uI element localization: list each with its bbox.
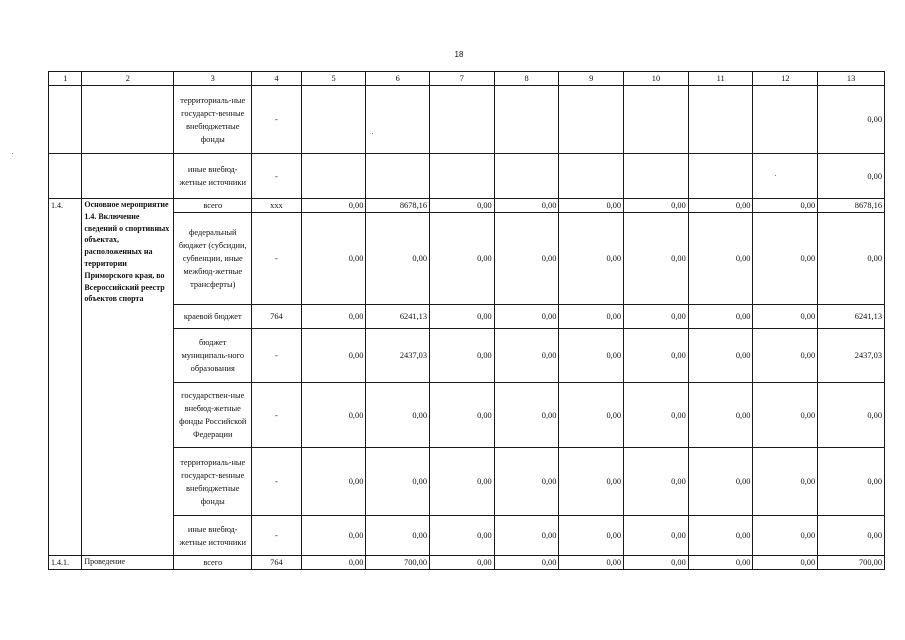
value-cell: 6241,13	[818, 305, 885, 329]
kbk-code: -	[252, 213, 302, 305]
funding-source: федеральный бюджет (субсидии, субвенции, иные межбюд-жетные трансферты)	[174, 213, 252, 305]
funding-source: краевой бюджет	[174, 305, 252, 329]
value-cell: 0,00	[559, 516, 624, 556]
value-cell: 0,00	[301, 383, 366, 448]
kbk-code: -	[252, 86, 302, 154]
column-header: 11	[688, 72, 753, 86]
value-cell	[624, 154, 689, 199]
value-cell: 0,00	[366, 383, 430, 448]
value-cell: 0,00	[366, 448, 430, 516]
value-cell: 0,00	[430, 556, 495, 570]
value-cell: 0,00	[559, 213, 624, 305]
value-cell	[688, 154, 753, 199]
value-cell: 0,00	[494, 556, 559, 570]
value-cell: 0,00	[753, 516, 818, 556]
value-cell: 0,00	[753, 213, 818, 305]
row-code: 1.4.1.	[49, 556, 82, 570]
value-cell: 0,00	[559, 199, 624, 213]
value-cell: 0,00	[624, 556, 689, 570]
column-header: 9	[559, 72, 624, 86]
value-cell: 0,00	[301, 199, 366, 213]
value-cell: 0,00	[688, 516, 753, 556]
value-cell: 0,00	[753, 556, 818, 570]
value-cell: 6241,13	[366, 305, 430, 329]
value-cell: 0,00	[753, 199, 818, 213]
value-cell: 0,00	[753, 305, 818, 329]
kbk-code: 764	[252, 556, 302, 570]
kbk-code: -	[252, 154, 302, 199]
kbk-code: -	[252, 329, 302, 383]
value-cell: 0,00	[753, 383, 818, 448]
value-cell: 0,00	[301, 516, 366, 556]
value-cell: 0,00	[688, 213, 753, 305]
value-cell: 0,00	[818, 86, 885, 154]
kbk-code: -	[252, 383, 302, 448]
value-cell: 8678,16	[366, 199, 430, 213]
column-header: 10	[624, 72, 689, 86]
value-cell: 0,00	[494, 448, 559, 516]
value-cell: 0,00	[688, 383, 753, 448]
value-cell	[494, 154, 559, 199]
table-row	[49, 516, 885, 556]
value-cell: 0,00	[494, 199, 559, 213]
value-cell	[688, 86, 753, 154]
value-cell: 0,00	[430, 199, 495, 213]
value-cell: 0,00	[624, 213, 689, 305]
value-cell: 0,00	[559, 305, 624, 329]
value-cell: 0,00	[559, 383, 624, 448]
value-cell: 0,00	[818, 154, 885, 199]
funding-source: иные внебюд-жетные источники	[174, 516, 252, 556]
table-row	[49, 329, 885, 383]
table-row	[49, 199, 885, 213]
row-name	[82, 154, 174, 199]
column-header: 5	[301, 72, 366, 86]
value-cell: 0,00	[818, 383, 885, 448]
column-header: 7	[430, 72, 495, 86]
value-cell: 0,00	[494, 329, 559, 383]
column-header: 3	[174, 72, 252, 86]
value-cell: 0,00	[688, 329, 753, 383]
funding-source: государствен-ные внебюд-жетные фонды Российской Федерации	[174, 383, 252, 448]
funding-source: территориаль-ные государст-венные внебюджетные фонды	[174, 86, 252, 154]
value-cell	[301, 154, 366, 199]
value-cell: 700,00	[818, 556, 885, 570]
value-cell: 0,00	[430, 448, 495, 516]
value-cell	[430, 154, 495, 199]
value-cell: 0,00	[301, 329, 366, 383]
value-cell: 0,00	[624, 516, 689, 556]
value-cell	[366, 86, 430, 154]
value-cell: 0,00	[430, 383, 495, 448]
value-cell: 0,00	[688, 199, 753, 213]
value-cell: 2437,03	[366, 329, 430, 383]
value-cell: 0,00	[818, 516, 885, 556]
value-cell: 700,00	[366, 556, 430, 570]
value-cell	[494, 86, 559, 154]
scan-speck	[12, 153, 13, 154]
funding-source: всего	[174, 199, 252, 213]
value-cell: 0,00	[688, 448, 753, 516]
value-cell: 0,00	[430, 329, 495, 383]
value-cell: 0,00	[301, 305, 366, 329]
table-row	[49, 383, 885, 448]
value-cell: 0,00	[366, 516, 430, 556]
value-cell	[559, 86, 624, 154]
value-cell: 0,00	[559, 556, 624, 570]
value-cell: 0,00	[494, 213, 559, 305]
value-cell	[753, 154, 818, 199]
value-cell: 0,00	[818, 213, 885, 305]
table-row	[49, 448, 885, 516]
kbk-code: 764	[252, 305, 302, 329]
row-code	[49, 86, 82, 154]
value-cell	[430, 86, 495, 154]
value-cell: 0,00	[688, 305, 753, 329]
value-cell: 0,00	[301, 556, 366, 570]
value-cell	[366, 154, 430, 199]
budget-table	[48, 71, 885, 570]
value-cell: 0,00	[624, 199, 689, 213]
value-cell: 2437,03	[818, 329, 885, 383]
kbk-code: -	[252, 516, 302, 556]
value-cell: 0,00	[624, 329, 689, 383]
column-header: 6	[366, 72, 430, 86]
value-cell: 0,00	[818, 448, 885, 516]
value-cell	[753, 86, 818, 154]
value-cell: 0,00	[430, 516, 495, 556]
column-header: 8	[494, 72, 559, 86]
value-cell: 0,00	[301, 448, 366, 516]
value-cell: 0,00	[753, 329, 818, 383]
table-row	[49, 305, 885, 329]
value-cell: 0,00	[624, 448, 689, 516]
table-row	[49, 213, 885, 305]
column-header: 4	[252, 72, 302, 86]
row-name	[82, 86, 174, 154]
value-cell	[559, 154, 624, 199]
value-cell: 0,00	[688, 556, 753, 570]
value-cell: 0,00	[753, 448, 818, 516]
table-row	[49, 86, 885, 154]
kbk-code: xxx	[252, 199, 302, 213]
value-cell: 0,00	[494, 305, 559, 329]
value-cell	[301, 86, 366, 154]
row-name: Проведение	[82, 556, 174, 570]
row-name: Основное мероприятие 1.4. Включение сведений о спортивных объектах, расположенных на территории Приморского края, во Всероссийский реестр объектов спорта	[82, 199, 174, 556]
value-cell: 0,00	[559, 448, 624, 516]
value-cell: 0,00	[624, 305, 689, 329]
value-cell: 0,00	[430, 213, 495, 305]
column-header: 1	[49, 72, 82, 86]
value-cell: 0,00	[494, 516, 559, 556]
value-cell: 0,00	[494, 383, 559, 448]
value-cell: 0,00	[624, 383, 689, 448]
table-row	[49, 154, 885, 199]
page-number: 18	[454, 50, 464, 59]
value-cell: 0,00	[366, 213, 430, 305]
column-number-row	[49, 72, 885, 86]
column-header: 13	[818, 72, 885, 86]
value-cell: 8678,16	[818, 199, 885, 213]
kbk-code: -	[252, 448, 302, 516]
funding-source: иные внебюд-жетные источники	[174, 154, 252, 199]
value-cell	[624, 86, 689, 154]
funding-source: всего	[174, 556, 252, 570]
column-header: 12	[753, 72, 818, 86]
column-header: 2	[82, 72, 174, 86]
value-cell: 0,00	[559, 329, 624, 383]
row-code	[49, 154, 82, 199]
funding-source: территориаль-ные государст-венные внебюджетные фонды	[174, 448, 252, 516]
table-row	[49, 556, 885, 570]
value-cell: 0,00	[301, 213, 366, 305]
value-cell: 0,00	[430, 305, 495, 329]
funding-source: бюджет муниципаль-ного образования	[174, 329, 252, 383]
row-code: 1.4.	[49, 199, 82, 556]
